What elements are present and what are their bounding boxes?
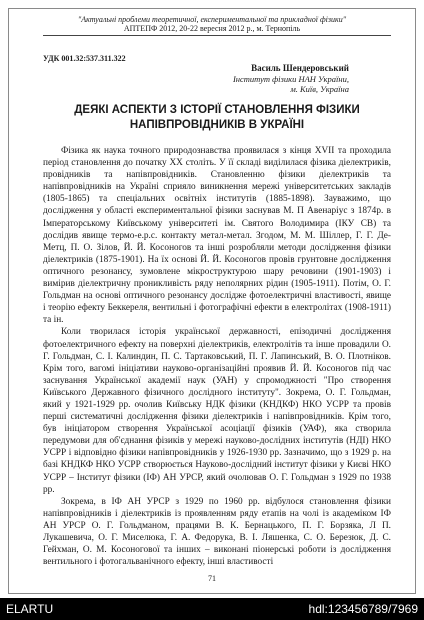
author-location: м. Київ, Україна: [290, 84, 349, 94]
author-name: Василь Шендеровський: [251, 63, 349, 73]
body-paragraph: Зокрема, в ІФ АН УРСР з 1929 по 1960 рр. відбулося становлення фізики напівпровідників і діелектриків із проявленням ряду етапів на чолі із академіком ІФ АН УРСР О. Г. Гольдманом, працями В. К. Бернацького, П. Г. Борзяка, Л П. Лукашевича, О. Г. Миселюка, Г. А. Федорука, В. І. Ляшенка, С. О. Березюк, Д. С. Гейхман, О. М. Косоногової та інших – виконані піонерські роботи із дослідження вентильного і фотогальванічного ефекту, інші властивості: [43, 496, 391, 568]
body-paragraph: Коли творилася історія української державності, епізодичні дослідження фотоелектричного ефекту на поверхні діелектриків, електролітів та інше провадили О. Г. Гольдман, С. І. Калиндин, П. С. Тартаковський, П. Г. Лапинський, В. О. Плотніков. Крім того, вагомі ініціативи науково-організаційні проявив Й. Й. Косоногов під час заснування Української академії наук (УАН) у спромоджності "Про створення Київського Державного фізичного дослідного інституту". Зокрема, О. Г. Гольдман, який у 1921-1929 рр. очолив Київську НДК фізики (КНДКФ) НКО УСРР та провів перші систематичні дослідження фізики діелектриків і напівпровідників. Крім того, був ініціатором створення Української асоціації фізиків (УАФ), яка створила передумови для об'єднання фізиків у мережі науково-дослідних інститутів (НДІ) НКО УСРР і відповідно фізики напівпровідників у 1926-1930 рр. Зазначимо, що з 1929 р. на базі КНДКФ НКО УСРР створюється Науково-дослідний інститут фізики у Києві НКО УСРР – Інститут фізики (ІФ) АН УРСР, який очолював О. Г. Гольдман з 1929 по 1938 рр.: [43, 327, 391, 495]
conference-details: АПТЕПФ 2012, 20-22 вересня 2012 р., м. Тернопіль: [123, 24, 301, 33]
header-rule: [43, 35, 391, 36]
conference-title: "Актуальні проблеми теоретичної, експериментальної та прикладної фізики": [77, 15, 347, 24]
udk-code: УДК 001.32:537.311.322: [43, 54, 126, 63]
article-title: ДЕЯКІ АСПЕКТИ З ІСТОРІЇ СТАНОВЛЕННЯ ФІЗИКИ НАПІВПРОВІДНИКІВ В УКРАЇНІ: [74, 104, 360, 131]
author-affiliation: Інститут фізики НАН України,: [232, 74, 349, 84]
page-number: 71: [208, 574, 216, 583]
repository-name: ELARTU: [6, 602, 54, 616]
body-paragraph: Фізика як наука точного природознавства проявилася з кінця XVII та проходила період становлення до початку XX століть. У її складі виділилася фізика діелектриків, провідників та напівпровідників. Становленню фізики діелектриків та напівпровідників на Україні сприяло виникнення мережі університетських закладів (1805-1865) та спеціальних освітніх інститутів (1885-1898). Зауважимо, що дослідження у області експериментальної фізики заснував М. П Авенаріус з 1874р. в Імператорському Київському університеті ім. Святого Володимира (ІКУ СВ) та дослідив явище термо-е.р.с. контакту метал-метал. Згодом, М. М. Шіллер, Г. Г. Де-Метц, П. О. Зілов, Й. Й. Косоногов та інші розробляли методи дослідження фізики діелектриків (1875-1901). На їх основі Й. Й. Косоногов провів грунтовне дослідження оптичного резонансу, зумовлене мікроструктурою шару речовини (1901-1903) і вимірив діелектричну проникливість ряду неполярних рідин (1905-1911). Потім, О. Г. Гольдман на основі оптичного резонансу дослідже фотоелектричні властивості, явище і теорію ефекту Беккереля, вентильні і фотографічні ефекти в електролітах (1908-1911) та ін.: [43, 146, 391, 326]
repository-footer: [0, 598, 424, 620]
article-body: [43, 145, 391, 568]
document-page: [8, 8, 416, 594]
handle-link[interactable]: hdl:123456789/7969: [308, 602, 418, 616]
